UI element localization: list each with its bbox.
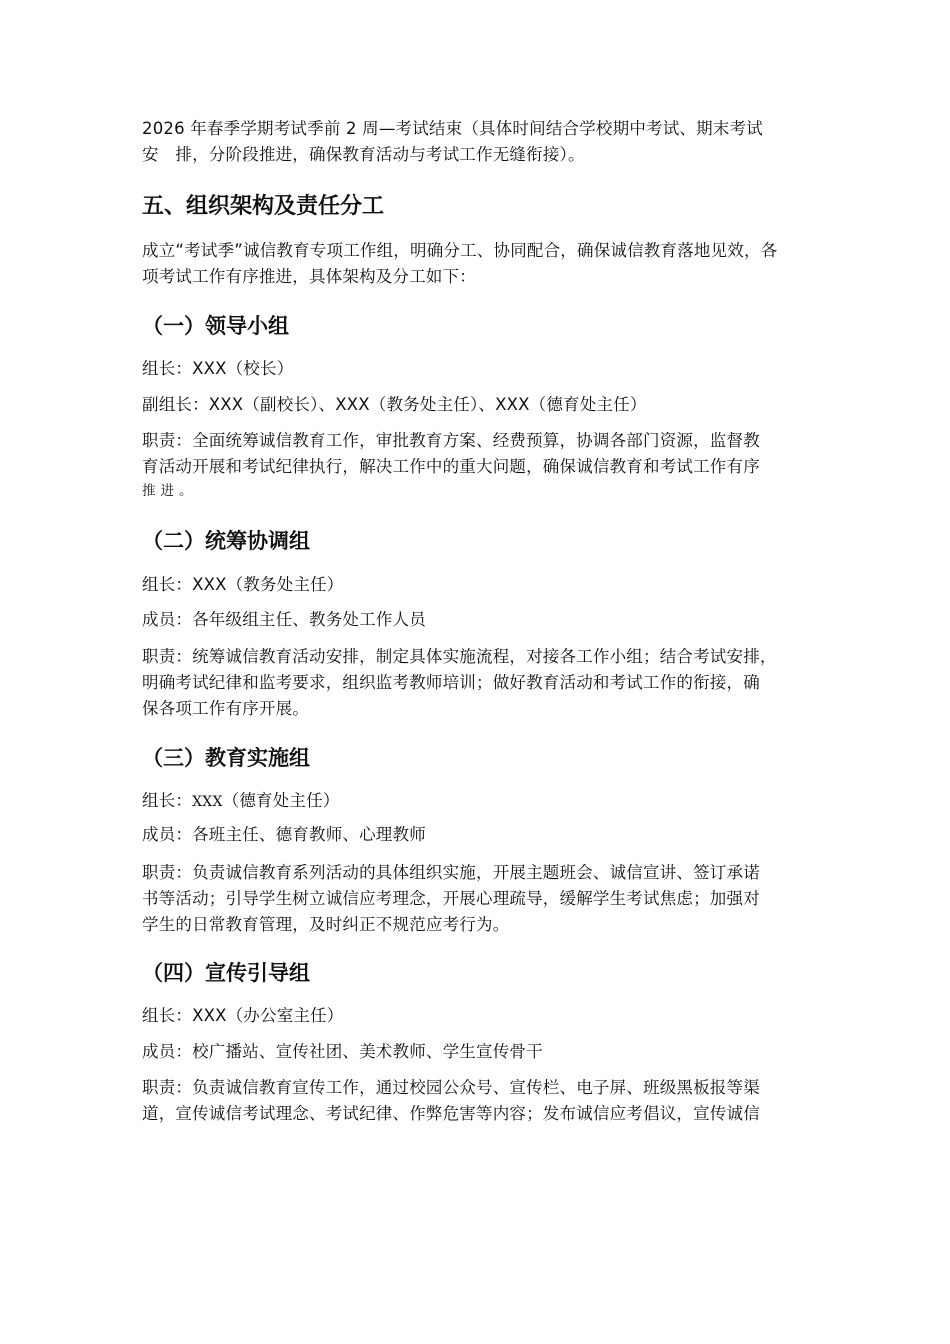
group-title-publicity: （四）宣传引导组	[142, 961, 310, 985]
group-members: 成员：校广播站、宣传社团、美术教师、学生宣传骨干	[142, 1042, 543, 1061]
duty-line: 明确考试纪律和监考要求，组织监考教师培训；做好教育活动和考试工作的衔接，确	[142, 673, 760, 692]
group-duty	[142, 1075, 810, 1127]
duty-line: 职责：全面统筹诚信教育工作，审批教育方案、经费预算，协调各部门资源，监督教	[142, 431, 760, 450]
intro-paragraph	[142, 116, 810, 168]
group-leader	[142, 788, 810, 815]
group-leader: 组长：XXX（教务处主任）	[142, 575, 344, 594]
group-deputy: 副组长：XXX（副校长）、XXX（教务处主任）、XXX（德育处主任）	[142, 395, 647, 414]
section-desc-line-2: 项考试工作有序推进，具体架构及分工如下：	[142, 267, 476, 286]
leader-name: XXX	[192, 794, 223, 810]
group-leader: 组长：XXX（办公室主任）	[142, 1006, 344, 1025]
group-title-leadership: （一）领导小组	[142, 314, 289, 338]
duty-line: 书等活动；引导学生树立诚信应考理念，开展心理疏导，缓解学生考试焦虑；加强对	[142, 889, 760, 908]
group-members: 成员：各班主任、德育教师、心理教师	[142, 825, 426, 844]
duty-line: 职责：负责诚信教育宣传工作，通过校园公众号、宣传栏、电子屏、班级黑板报等渠	[142, 1078, 760, 1097]
duty-line: 道，宣传诚信考试理念、考试纪律、作弊危害等内容；发布诚信应考倡议，宣传诚信	[142, 1104, 760, 1123]
duty-line: 职责：负责诚信教育系列活动的具体组织实施，开展主题班会、诚信宣讲、签订承诺	[142, 863, 760, 882]
section-desc-line-1: 成立“考试季”诚信教育专项工作组，明确分工、协同配合，确保诚信教育落地见效，各	[142, 241, 778, 260]
leader-prefix: 组长：	[142, 791, 193, 810]
duty-line: 学生的日常教育管理，及时纠正不规范应考行为。	[142, 915, 510, 934]
group-title-coordination: （二）统筹协调组	[142, 529, 310, 553]
duty-line: 推进。	[142, 483, 198, 499]
group-duty	[142, 428, 810, 502]
group-duty	[142, 644, 810, 722]
intro-line-2: 安 排，分阶段推进，确保教育活动与考试工作无缝衔接）。	[142, 145, 585, 164]
leader-role: （德育处主任）	[222, 791, 340, 810]
group-duty	[142, 860, 810, 938]
duty-line: 保各项工作有序开展。	[142, 699, 309, 718]
intro-line-1: 2026 年春季学期考试季前 2 周—考试结束（具体时间结合学校期中考试、期末考试	[142, 119, 763, 138]
group-members: 成员：各年级组主任、教务处工作人员	[142, 610, 426, 629]
section-description	[142, 238, 810, 290]
duty-line: 职责：统筹诚信教育活动安排，制定具体实施流程，对接各工作小组；结合考试安排，	[142, 647, 777, 666]
duty-line: 育活动开展和考试纪律执行，解决工作中的重大问题，确保诚信教育和考试工作有序	[142, 457, 760, 476]
group-leader: 组长：XXX（校长）	[142, 359, 294, 378]
section-title: 五、组织架构及责任分工	[142, 194, 385, 219]
group-title-education: （三）教育实施组	[142, 746, 310, 770]
